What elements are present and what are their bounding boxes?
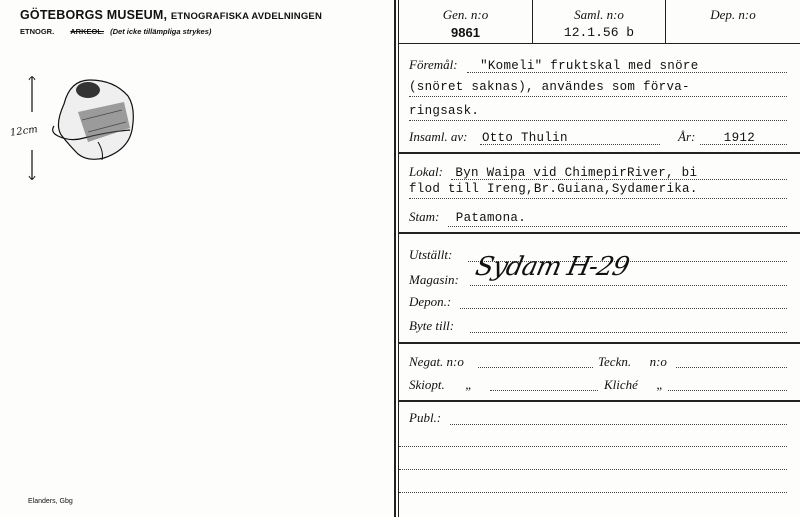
foremal-line-3: ringsask. [409,104,480,118]
department-name: ETNOGRAFISKA AVDELNINGEN [170,11,323,22]
dotted-line [478,367,593,368]
saml-no-label: Saml. n:o [574,7,624,22]
dotted-line [399,469,787,470]
museum-name: GÖTEBORGS MUSEUM, [20,8,168,22]
magasin-row [409,271,459,289]
card-divider-inner [398,0,399,517]
saml-no-value: 12.1.56 b [563,25,635,40]
strike-note: (Det icke tillämpliga strykes) [110,27,212,36]
skiopt-label: Skiopt. [409,377,445,392]
museum-header [20,8,322,22]
dotted-line [470,332,787,333]
gen-no-cell [399,0,532,44]
dotted-line [460,308,787,309]
dotted-line [399,492,787,493]
gen-no-label: Gen. n:o [442,7,489,22]
dotted-line [700,144,787,145]
dotted-line [409,198,787,199]
saml-no-cell [532,0,665,44]
skiopt-ditto: „ [465,377,473,392]
insaml-value: Otto Thulin [481,131,568,145]
arkeol-label: ARKEOL. [70,27,105,36]
dotted-line [399,446,787,447]
dep-no-label: Dep. n:o [710,7,756,22]
gen-no-value: 9861 [451,25,480,40]
dotted-line [676,367,787,368]
teckn-field [598,353,667,371]
insaml-label: Insaml. av: [409,129,468,144]
publ-label: Publ.: [409,410,442,425]
dotted-line [470,285,787,286]
ar-value: 1912 [723,131,756,145]
dotted-line [467,72,787,73]
dotted-line [450,424,787,425]
dotted-line [409,120,787,121]
utstallt-label: Utställt: [409,247,453,262]
section-divider [399,232,800,234]
dotted-line [480,144,660,145]
section-divider [399,152,800,154]
dotted-line [409,96,787,97]
stam-value: Patamona. [455,211,527,225]
negat-row [409,353,464,371]
negat-label: Negat. n:o [409,354,464,369]
printer-credit: Elanders, Gbg [28,498,73,505]
stam-label: Stam: [409,209,440,224]
dotted-line [451,179,787,180]
depon-label: Depon.: [409,294,452,309]
stam-row [409,208,526,226]
teckn-label: Teckn. [598,354,632,369]
kliche-ditto: „ [656,377,664,392]
foremal-line-2: (snöret saknas), användes som förva- [409,80,690,94]
kliche-field [604,376,664,394]
foremal-label: Föremål: [409,57,458,72]
kliche-label: Kliché [604,377,638,392]
lokal-line-2: flod till Ireng,Br.Guiana,Sydamerika. [409,182,698,196]
lokal-label: Lokal: [409,164,443,179]
etnogr-label: ETNOGR. [20,27,55,36]
category-row [20,27,211,36]
skiopt-row [409,376,472,394]
scale-label: 12cm [9,124,39,139]
teckn-no-label: n:o [649,354,667,369]
dotted-line [490,390,598,391]
lokal-line-1: Byn Waipa vid ChimepirRiver, bi [455,166,698,180]
section-divider [399,400,800,402]
dotted-line [448,226,787,227]
magasin-label: Magasin: [409,272,459,287]
dep-no-cell [665,0,800,44]
ar-label: År: [678,129,696,144]
section-divider [399,342,800,344]
dotted-line [668,390,787,391]
magasin-handwritten-value: Sydam H-29 [472,252,632,282]
card-divider [394,0,396,517]
byte-label: Byte till: [409,318,455,333]
foremal-line-1: "Komeli" fruktskal med snöre [480,59,699,73]
